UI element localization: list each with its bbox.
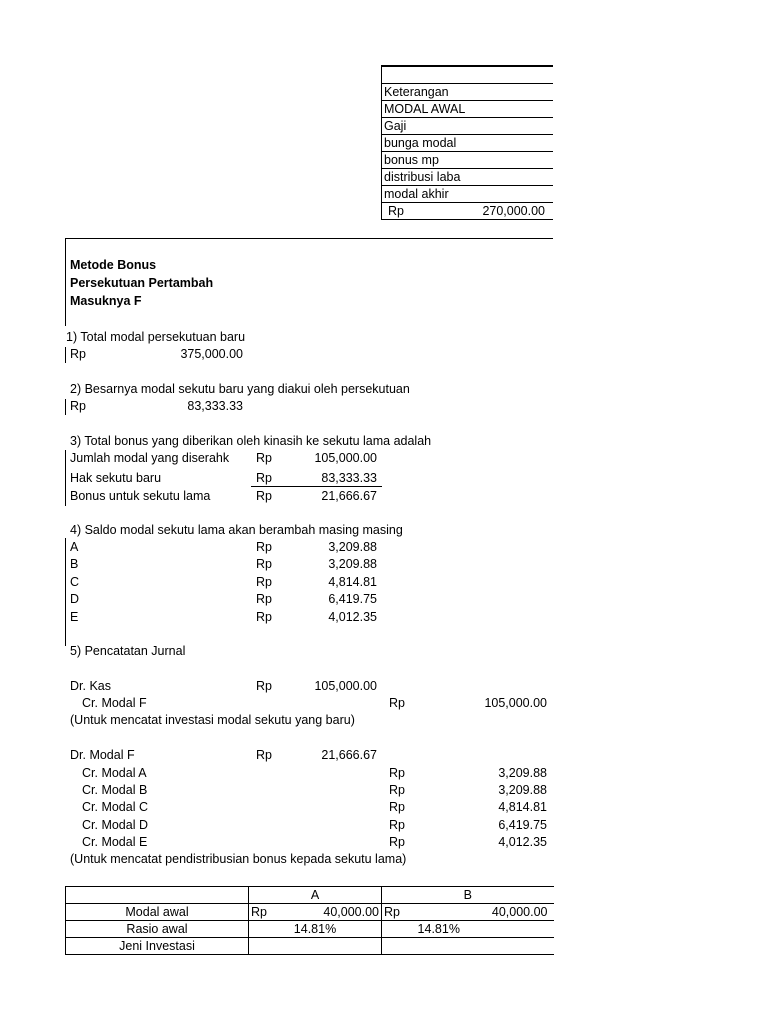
capital-row-label: Rasio awal [66, 921, 249, 938]
capital-header-cell [66, 887, 249, 904]
capital-currency: Rp [251, 905, 267, 919]
q1-value: 375,000.00 [180, 347, 243, 361]
section-left-border [65, 450, 66, 506]
summary-row: modal akhir [382, 186, 554, 203]
q4-row-label: C [70, 575, 80, 589]
q3-row-currency: Rp [256, 471, 272, 485]
journal-debit-label: Dr. Kas [70, 679, 111, 693]
section-left-border [65, 399, 66, 415]
q4-row-label: B [70, 557, 79, 571]
q3-row-currency: Rp [256, 451, 272, 465]
q3-row-value: 83,333.33 [321, 471, 377, 485]
capital-value: 40,000.00 [323, 905, 379, 919]
journal-credit-currency: Rp [389, 783, 405, 797]
summary-total-currency: Rp [388, 204, 404, 218]
capital-cell-a [249, 904, 382, 921]
section-title: Metode Bonus [70, 258, 157, 272]
capital-invest-a [249, 938, 382, 955]
journal-credit-label: Cr. Modal F [82, 696, 147, 710]
capital-header-b: B [382, 887, 554, 904]
journal-credit-currency: Rp [389, 696, 405, 710]
summary-row: Keterangan [382, 84, 554, 101]
summary-row: bunga modal [382, 135, 554, 152]
q4-row-currency: Rp [256, 610, 272, 624]
journal-debit-label: Dr. Modal F [70, 748, 135, 762]
q3-row-value: 21,666.67 [321, 489, 377, 503]
capital-header-a: A [249, 887, 382, 904]
journal-note: (Untuk mencatat investasi modal sekutu yang baru) [70, 713, 355, 727]
summary-row: Gaji [382, 118, 554, 135]
q4-row-value: 6,419.75 [328, 592, 377, 606]
journal-debit-currency: Rp [256, 748, 272, 762]
journal-credit-currency: Rp [389, 818, 405, 832]
summary-header-cell [382, 66, 554, 84]
journal-debit-currency: Rp [256, 679, 272, 693]
journal-note: (Untuk mencatat pendistribusian bonus kepada sekutu lama) [70, 852, 407, 866]
q4-label: 4) Saldo modal sekutu lama akan berambah masing masing [70, 523, 403, 537]
section-left-border [65, 347, 66, 363]
q3-label: 3) Total bonus yang diberikan oleh kinasih ke sekutu lama adalah [70, 434, 432, 448]
journal-debit-value: 105,000.00 [314, 679, 377, 693]
journal-debit-value: 21,666.67 [321, 748, 377, 762]
journal-credit-value: 4,012.35 [498, 835, 547, 849]
journal-credit-value: 3,209.88 [498, 783, 547, 797]
q4-row-currency: Rp [256, 575, 272, 589]
journal-credit-label: Cr. Modal B [82, 783, 148, 797]
capital-row-label: Jeni Investasi [66, 938, 249, 955]
section-left-border [65, 538, 66, 646]
q4-row-value: 3,209.88 [328, 540, 377, 554]
capital-invest-b [382, 938, 554, 955]
journal-credit-value: 4,814.81 [498, 800, 547, 814]
section-top-border [65, 238, 553, 239]
journal-credit-label: Cr. Modal A [82, 766, 147, 780]
q4-row-label: A [70, 540, 79, 554]
capital-row-label: Modal awal [66, 904, 249, 921]
q2-currency: Rp [70, 399, 86, 413]
q1-label: 1) Total modal persekutuan baru [66, 330, 246, 344]
q4-row-currency: Rp [256, 540, 272, 554]
journal-credit-label: Cr. Modal C [82, 800, 148, 814]
q3-row-value: 105,000.00 [314, 451, 377, 465]
q4-row-value: 4,814.81 [328, 575, 377, 589]
journal-credit-currency: Rp [389, 800, 405, 814]
summary-row: MODAL AWAL [382, 101, 554, 118]
subtotal-underline [251, 486, 382, 487]
summary-table [381, 65, 553, 220]
capital-table [65, 886, 554, 955]
summary-total-value: 270,000.00 [482, 204, 545, 218]
q4-row-label: E [70, 610, 79, 624]
capital-value: 40,000.00 [491, 905, 548, 919]
q4-row-value: 4,012.35 [328, 610, 377, 624]
journal-credit-label: Cr. Modal D [82, 818, 148, 832]
section-subtitle: Masuknya F [70, 294, 142, 308]
journal-credit-label: Cr. Modal E [82, 835, 148, 849]
capital-currency: Rp [384, 905, 400, 919]
journal-credit-value: 105,000.00 [484, 696, 547, 710]
q3-row-label: Jumlah modal yang diserahk [70, 451, 230, 465]
capital-ratio-b: 14.81% [382, 921, 554, 938]
q1-currency: Rp [70, 347, 86, 361]
q4-row-value: 3,209.88 [328, 557, 377, 571]
journal-credit-value: 6,419.75 [498, 818, 547, 832]
journal-credit-currency: Rp [389, 766, 405, 780]
q3-row-label: Bonus untuk sekutu lama [70, 489, 211, 503]
q5-label: 5) Pencatatan Jurnal [70, 644, 186, 658]
q3-row-label: Hak sekutu baru [70, 471, 162, 485]
section-left-border [65, 238, 66, 326]
journal-credit-currency: Rp [389, 835, 405, 849]
summary-row: distribusi laba [382, 169, 554, 186]
q2-value: 83,333.33 [187, 399, 243, 413]
summary-total-cell [382, 203, 554, 220]
section-subtitle: Persekutuan Pertambah [70, 276, 214, 290]
q4-row-currency: Rp [256, 592, 272, 606]
capital-ratio-a: 14.81% [249, 921, 382, 938]
capital-cell-b [382, 904, 554, 921]
q4-row-label: D [70, 592, 80, 606]
q3-row-currency: Rp [256, 489, 272, 503]
summary-row: bonus mp [382, 152, 554, 169]
q4-row-currency: Rp [256, 557, 272, 571]
q2-label: 2) Besarnya modal sekutu baru yang diakui oleh persekutuan [70, 382, 410, 396]
journal-credit-value: 3,209.88 [498, 766, 547, 780]
